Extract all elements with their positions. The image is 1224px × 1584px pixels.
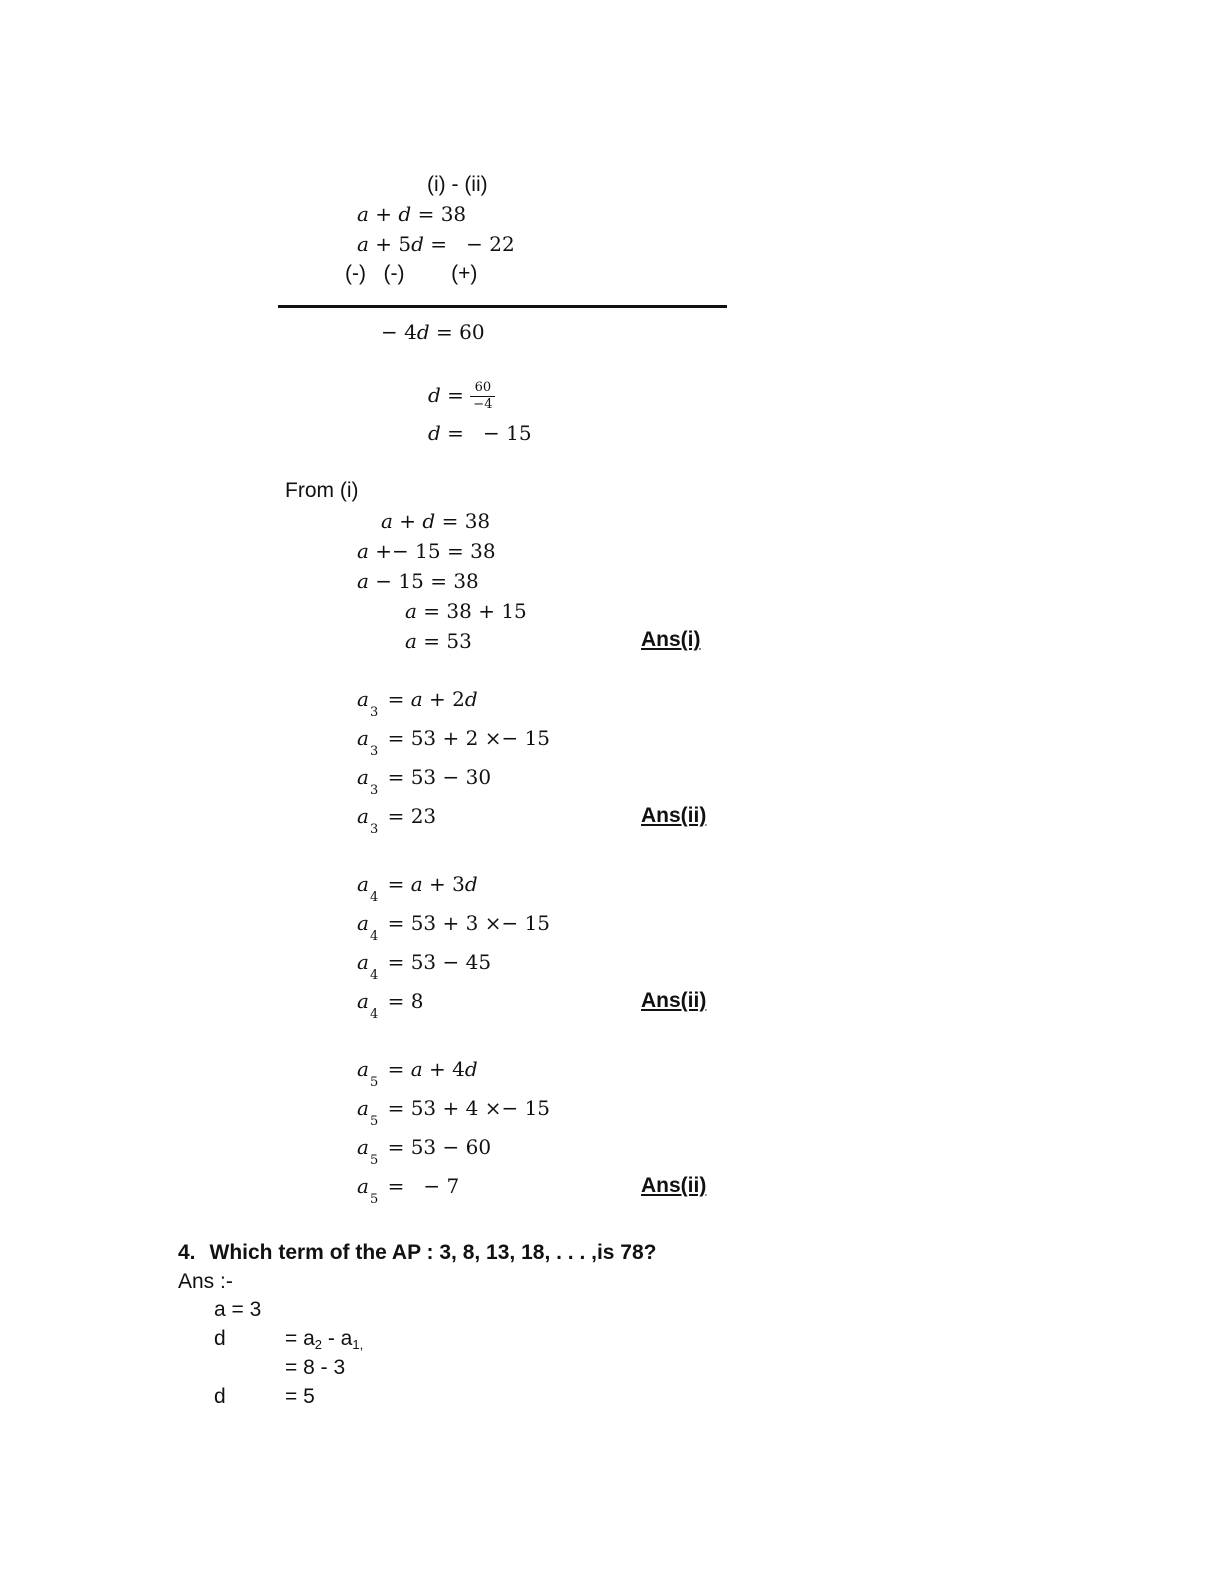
var-a: a — [357, 804, 369, 828]
text: = 38 — [435, 509, 491, 533]
d-value — [428, 421, 532, 445]
text: + 2 — [422, 687, 465, 711]
var-d: d — [398, 202, 412, 226]
a5-line-4 — [357, 1174, 460, 1207]
a3-line-4 — [357, 804, 437, 837]
var-a: a — [357, 1135, 369, 1159]
d-label: d — [214, 1327, 226, 1350]
question-text: Which term of the AP : 3, 8, 13, 18, . . . ,is 78? — [209, 1241, 657, 1264]
a4-line-1 — [357, 872, 478, 905]
equals: = — [381, 872, 411, 896]
text: + 3 — [422, 872, 465, 896]
d-result: = 5 — [285, 1385, 315, 1408]
var-a: a — [357, 765, 369, 789]
var-a: a — [410, 687, 423, 711]
var-d: d — [411, 232, 424, 256]
d-formula — [285, 1327, 363, 1352]
from-i-line-4 — [405, 599, 527, 623]
a5-line-1 — [357, 1057, 478, 1090]
var-a: a — [357, 1174, 369, 1198]
a3-line-3 — [357, 765, 492, 798]
result-equation — [381, 320, 485, 344]
text: + 4 — [422, 1057, 465, 1081]
answer-label-a4: Ans(ii) — [641, 989, 707, 1012]
subscript: 5 — [369, 1192, 379, 1207]
var-a: a — [357, 1096, 369, 1120]
subtraction-rule — [278, 305, 727, 308]
a4-line-3 — [357, 950, 492, 983]
text: − 15 = 38 — [368, 569, 479, 593]
from-i-line-3 — [357, 569, 479, 593]
var-a: a — [357, 539, 369, 563]
a3-line-2 — [357, 726, 551, 759]
a4-line-4 — [357, 989, 424, 1022]
rhs: = − 15 — [440, 421, 532, 445]
question-4 — [178, 1241, 656, 1265]
text: = 38 + 15 — [416, 599, 527, 623]
subscript: 3 — [369, 705, 379, 720]
from-i-line-1 — [381, 509, 490, 533]
subscript: 3 — [369, 783, 379, 798]
from-i-line-5 — [405, 629, 472, 653]
rhs: = 60 — [429, 320, 485, 344]
subscript: 2 — [314, 1337, 323, 1352]
a5-line-2 — [357, 1096, 551, 1129]
var-a: a — [357, 989, 369, 1013]
numerator: 60 — [470, 380, 495, 397]
subscript: 5 — [369, 1153, 379, 1168]
coefficient: − 4 — [381, 320, 417, 344]
var-a: a — [410, 1057, 423, 1081]
operator: + 5 — [368, 232, 412, 256]
text: = 23 — [381, 804, 437, 828]
var-d: d — [428, 383, 441, 407]
var-a: a — [357, 202, 369, 226]
var-d: d — [464, 872, 478, 896]
var-a: a — [357, 687, 369, 711]
var-d: d — [416, 320, 430, 344]
text: = 53 + 3 ×− 15 — [381, 911, 551, 935]
subscript: 4 — [369, 890, 379, 905]
var-d: d — [422, 509, 436, 533]
var-a: a — [357, 1057, 369, 1081]
var-a: a — [405, 599, 417, 623]
text: = 53 − 60 — [381, 1135, 492, 1159]
text: = a — [285, 1327, 315, 1350]
a-value: a = 3 — [214, 1298, 262, 1321]
answer-label-i: Ans(i) — [641, 628, 701, 651]
rhs: = − 22 — [423, 232, 515, 256]
d-substitution: = 8 - 3 — [285, 1356, 346, 1379]
text: = 53 + 4 ×− 15 — [381, 1096, 551, 1120]
from-i-line-2 — [357, 539, 496, 563]
fraction-equation — [428, 380, 495, 413]
answer-label-a3: Ans(ii) — [641, 804, 707, 827]
a3-line-1 — [357, 687, 478, 720]
var-a: a — [405, 629, 417, 653]
ans-label: Ans :- — [178, 1270, 233, 1293]
var-a: a — [357, 232, 369, 256]
text: + — [392, 509, 423, 533]
subscript: 1, — [352, 1337, 364, 1352]
from-i-label: From (i) — [285, 479, 359, 502]
a4-line-2 — [357, 911, 551, 944]
a5-line-3 — [357, 1135, 492, 1168]
var-a: a — [357, 872, 369, 896]
var-a: a — [381, 509, 393, 533]
var-d: d — [464, 1057, 478, 1081]
question-number: 4. — [178, 1241, 196, 1264]
equation-2 — [357, 232, 515, 256]
text: - a — [322, 1327, 353, 1350]
subscript: 4 — [369, 968, 379, 983]
var-a: a — [357, 569, 369, 593]
denominator: −4 — [473, 397, 493, 412]
subscript: 5 — [369, 1114, 379, 1129]
equation-1 — [357, 202, 466, 226]
var-a: a — [410, 872, 423, 896]
answer-label-a5: Ans(ii) — [641, 1174, 707, 1197]
equals: = — [440, 383, 471, 407]
text: = − 7 — [381, 1174, 460, 1198]
fraction — [470, 380, 495, 413]
var-a: a — [357, 911, 369, 935]
subscript: 4 — [369, 1007, 379, 1022]
subscript: 5 — [369, 1075, 379, 1090]
sign-changes: (-) (-) (+) — [345, 262, 478, 285]
subscript: 3 — [369, 744, 379, 759]
subscript: 4 — [369, 929, 379, 944]
operator: + — [368, 202, 399, 226]
subscript: 3 — [369, 822, 379, 837]
var-a: a — [357, 950, 369, 974]
var-d: d — [464, 687, 478, 711]
text: = 53 − 30 — [381, 765, 492, 789]
d-label-2: d — [214, 1385, 226, 1408]
text: = 8 — [381, 989, 424, 1013]
text: = 53 — [416, 629, 472, 653]
var-a: a — [357, 726, 369, 750]
var-d: d — [428, 421, 441, 445]
step-header: (i) - (ii) — [427, 173, 488, 196]
rhs: = 38 — [411, 202, 467, 226]
equals: = — [381, 1057, 411, 1081]
text: = 53 − 45 — [381, 950, 492, 974]
equals: = — [381, 687, 411, 711]
text: = 53 + 2 ×− 15 — [381, 726, 551, 750]
text: +− 15 = 38 — [368, 539, 496, 563]
